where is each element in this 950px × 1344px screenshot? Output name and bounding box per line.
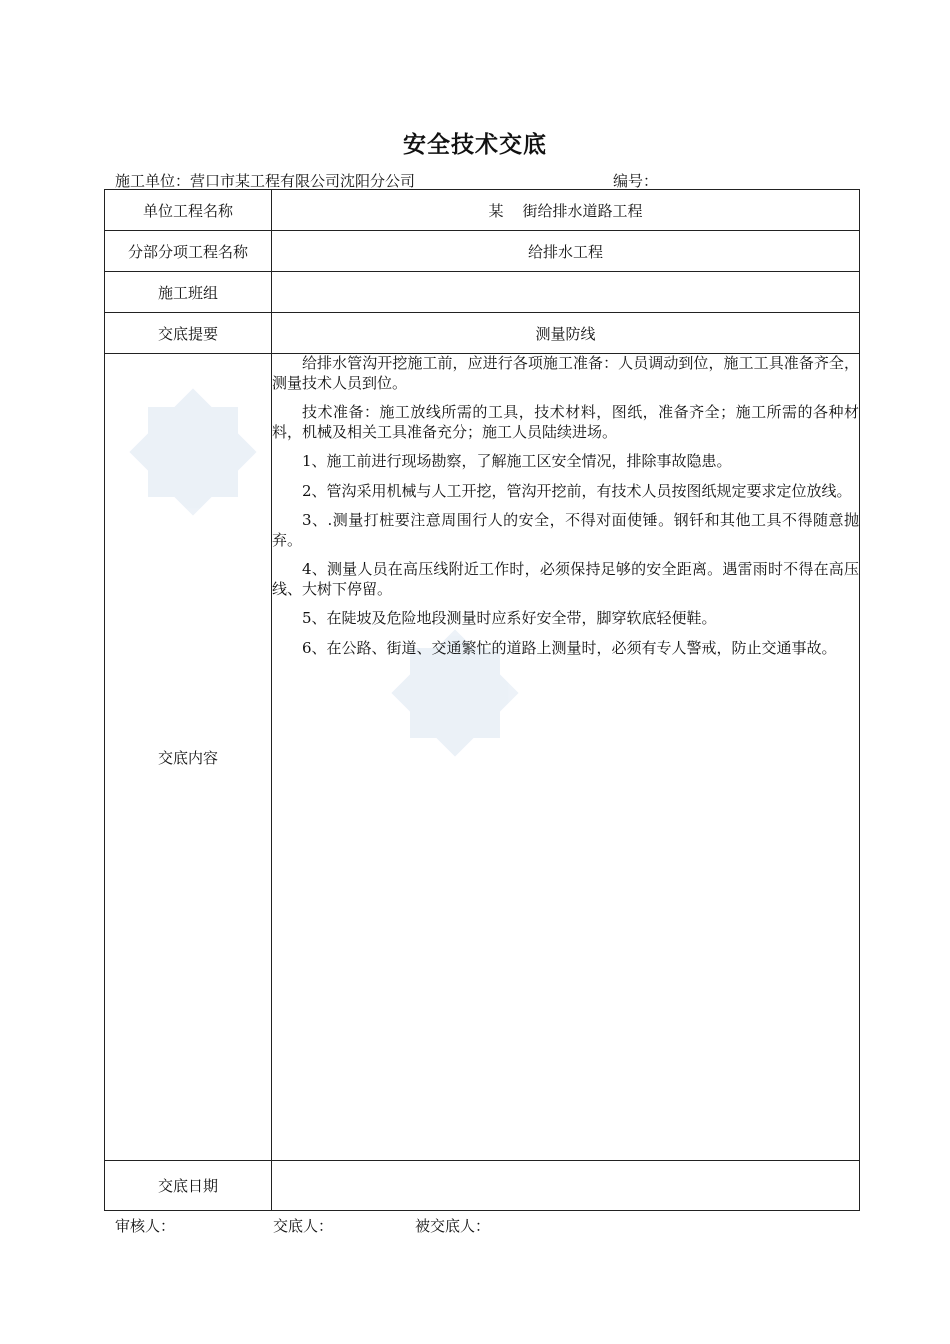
content-label: 交底内容 — [105, 354, 272, 1161]
signature-line — [115, 1215, 855, 1235]
table-row — [105, 190, 860, 231]
table-row — [105, 313, 860, 354]
project-name-label: 单位工程名称 — [105, 190, 272, 231]
team-value — [272, 272, 860, 313]
table-row — [105, 231, 860, 272]
table-row — [105, 354, 860, 1161]
construction-unit: 施工单位：营口市某工程有限公司沈阳分公司 — [115, 172, 416, 190]
content-paragraph: 1、施工前进行现场勘察，了解施工区安全情况，排除事故隐患。 — [302, 452, 732, 470]
table-row — [105, 1161, 860, 1211]
sub-project-value: 给排水工程 — [272, 231, 860, 272]
content-paragraph: 给排水管沟开挖施工前，应进行各项施工准备：人员调动到位，施工工具准备齐全，测量技术人员到位。 — [272, 354, 859, 392]
date-value — [272, 1161, 860, 1211]
project-name-value: 某 街给排水道路工程 — [272, 190, 860, 231]
content-paragraph: 4、测量人员在高压线附近工作时，必须保持足够的安全距离。遇雷雨时不得在高压线、大树下停留。 — [272, 560, 859, 598]
document-title: 安全技术交底 — [403, 131, 547, 158]
recipient-label: 被交底人： — [415, 1217, 491, 1235]
reviewer-label: 审核人： — [115, 1217, 176, 1235]
content-paragraph: 技术准备：施工放线所需的工具，技术材料，图纸，准备齐全；施工所需的各种材料，机械及相关工具准备充分；施工人员陆续进场。 — [272, 403, 859, 441]
meta-line — [115, 170, 855, 190]
discloser-label: 交底人： — [273, 1217, 334, 1235]
content-paragraph: 5、在陡坡及危险地段测量时应系好安全带，脚穿软底轻便鞋。 — [302, 609, 717, 627]
summary-label: 交底提要 — [105, 313, 272, 354]
document-code-label: 编号： — [613, 172, 659, 190]
team-label: 施工班组 — [105, 272, 272, 313]
table-row — [105, 272, 860, 313]
content-paragraph: 3、.测量打桩要注意周围行人的安全，不得对面使锤。钢钎和其他工具不得随意抛弃。 — [272, 511, 859, 549]
content-paragraph: 2、管沟采用机械与人工开挖，管沟开挖前，有技术人员按图纸规定要求定位放线。 — [302, 481, 852, 500]
content-body — [272, 354, 860, 1161]
date-label: 交底日期 — [105, 1161, 272, 1211]
summary-value: 测量防线 — [272, 313, 860, 354]
disclosure-table — [104, 189, 860, 1211]
content-paragraph: 6、在公路、街道、交通繁忙的道路上测量时，必须有专人警戒，防止交通事故。 — [302, 638, 837, 657]
sub-project-label: 分部分项工程名称 — [105, 231, 272, 272]
